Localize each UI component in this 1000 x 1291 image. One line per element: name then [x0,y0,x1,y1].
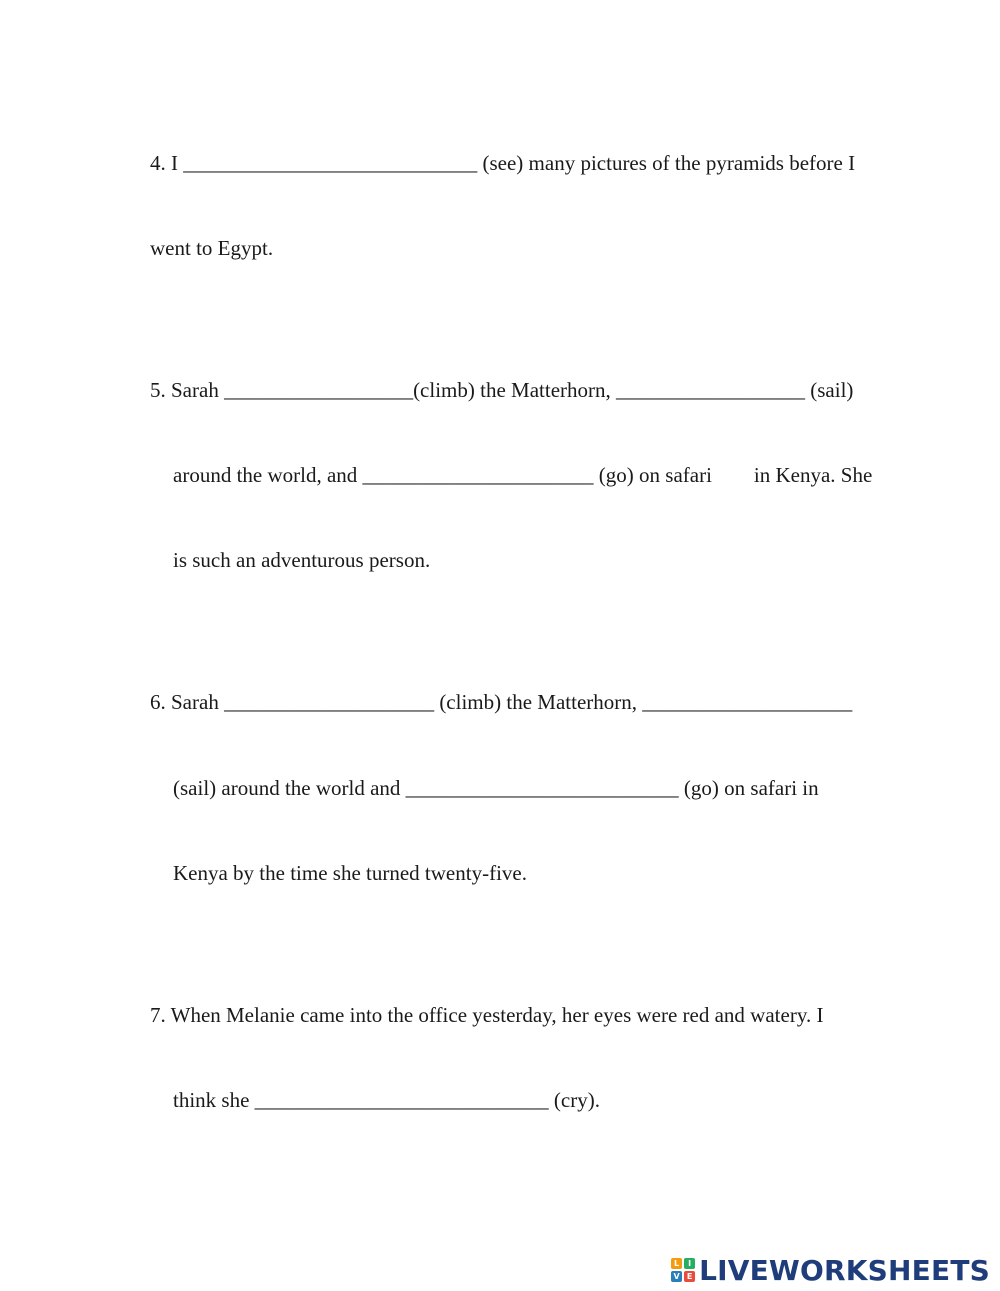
liveworksheets-mark-icon [671,1258,695,1282]
exercise-7-line-2: think she ____________________________ (cry). [173,1088,600,1113]
logo-mark-tile: E [684,1271,695,1282]
exercise-6-line-3: Kenya by the time she turned twenty-five. [173,860,527,885]
exercise-5-line-1: 5. Sarah __________________(climb) the Matterhorn, __________________ (sail) [150,378,854,403]
liveworksheets-logo [671,1253,990,1287]
exercise-5-line-3: is such an adventurous person. [173,548,431,573]
exercise-6-line-2: (sail) around the world and __________________________ (go) on safari in [173,775,819,800]
exercise-7 [150,944,950,1171]
exercise-4-line-1: 4. I ____________________________ (see) many pictures of the pyramids before I [150,150,856,175]
exercise-5-line-2: around the world, and ______________________ (go) on safari in Kenya. She [173,463,873,488]
logo-mark-tile: V [671,1271,682,1282]
exercise-5 [150,319,950,631]
exercise-4 [150,92,950,319]
logo-wordmark: LIVEWORKSHEETS [699,1253,990,1287]
exercise-6-line-1: 6. Sarah ____________________ (climb) the Matterhorn, ____________________ [150,690,853,715]
exercise-4-line-2: went to Egypt. [150,236,274,261]
logo-mark-tile: I [684,1258,695,1269]
exercise-6 [150,632,950,944]
exercise-7-line-1: 7. When Melanie came into the office yesterday, her eyes were red and watery. I [150,1002,824,1027]
logo-mark-tile: L [671,1258,682,1269]
worksheet-body [150,92,950,1171]
